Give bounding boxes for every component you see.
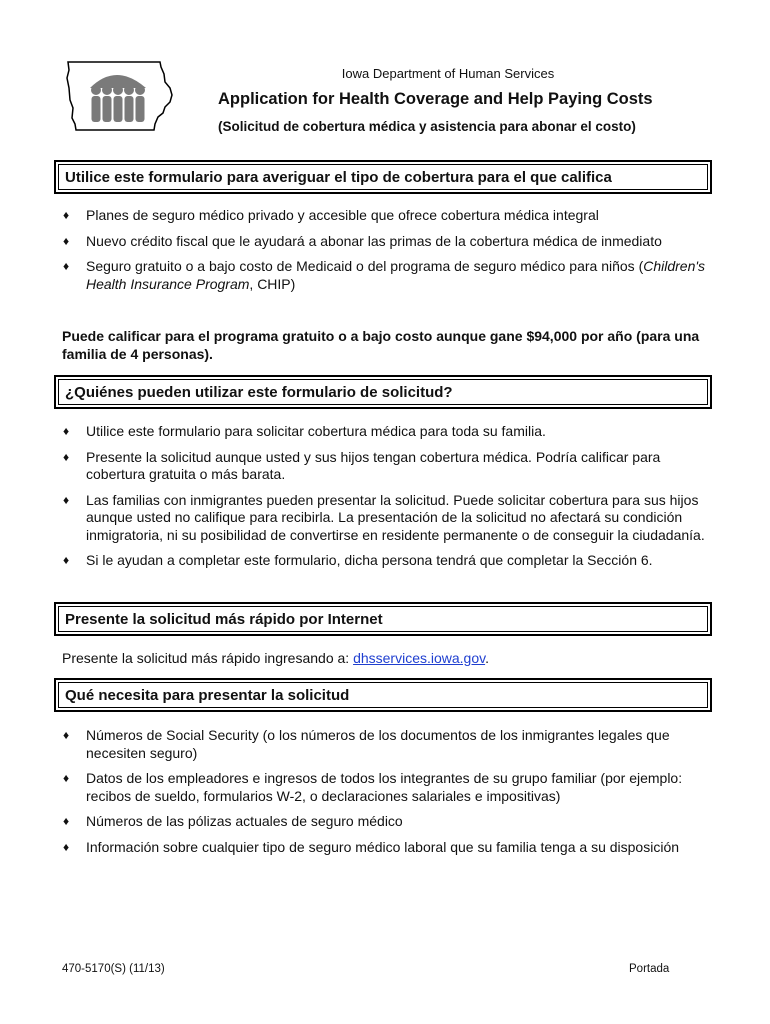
list-item: ♦ Presente la solicitud aunque usted y sus hijos tengan cobertura médica. Podría calificar para cobertura gratuita o más barata. <box>63 448 661 482</box>
diamond-bullet-icon: ♦ <box>63 259 70 273</box>
list-item: ♦ Datos de los empleadores e ingresos de todos los integrantes de su grupo familiar (por ejemplo: recibos de sueldo, formularios W-2, o declaraciones salariales e impositivas) <box>63 770 683 804</box>
diamond-bullet-icon: ♦ <box>63 208 70 222</box>
diamond-bullet-icon: ♦ <box>63 814 70 828</box>
list-item: ♦ Nuevo crédito fiscal que le ayudará a abonar las primas de la cobertura médica de inmediato <box>63 232 662 249</box>
list-item: ♦ Utilice este formulario para solicitar cobertura médica para toda su familia. <box>63 423 546 439</box>
chip-program-name: Children's Health Insurance Program <box>86 258 706 292</box>
diamond-bullet-icon: ♦ <box>63 492 70 507</box>
diamond-bullet-icon: ♦ <box>63 728 70 742</box>
requirements-list <box>62 727 722 864</box>
dhs-services-link[interactable]: dhsservices.iowa.gov <box>353 650 486 666</box>
who-can-apply-list <box>62 423 722 578</box>
diamond-bullet-icon: ♦ <box>63 424 70 438</box>
diamond-bullet-icon: ♦ <box>63 839 70 854</box>
form-number: 470-5170(S) (11/13) <box>62 963 165 975</box>
diamond-bullet-icon: ♦ <box>63 449 70 464</box>
diamond-bullet-icon: ♦ <box>63 553 70 567</box>
document-subtitle: (Solicitud de cobertura médica y asistencia para abonar el costo) <box>218 119 636 134</box>
list-item: ♦ Las familias con inmigrantes pueden presentar la solicitud. Puede solicitar cobertura para sus hijos aunque usted no califique para recibirla. La presentación de la solicitud no afectará su condición inmigratoria, ni su posibilidad de convertirse en residente permanente o de conseguir la ciudadanía. <box>63 491 705 543</box>
document-title: Application for Health Coverage and Help Paying Costs <box>218 90 653 108</box>
apply-online-text: Presente la solicitud más rápido ingresando a: dhsservices.iowa.gov. <box>62 650 489 666</box>
coverage-types-list <box>62 207 722 301</box>
iowa-dhs-logo-icon <box>64 58 204 134</box>
section-heading-box <box>54 160 712 194</box>
section-heading: Qué necesita para presentar la solicitud <box>58 682 708 708</box>
list-item: ♦ Si le ayudan a completar este formulario, dicha persona tendrá que completar la Sección 6. <box>63 552 653 568</box>
section-heading: Utilice este formulario para averiguar el tipo de cobertura para el que califica <box>58 164 708 190</box>
list-item: ♦ Planes de seguro médico privado y accesible que ofrece cobertura médica integral <box>63 207 599 223</box>
list-item: ♦ Seguro gratuito o a bajo costo de Medicaid o del programa de seguro médico para niños (Children's Health Insurance Program, CHIP) <box>63 258 706 292</box>
section-heading-box <box>54 678 712 712</box>
page-label: Portada <box>629 963 670 975</box>
section-heading-box <box>54 602 712 636</box>
agency-name: Iowa Department of Human Services <box>341 66 555 81</box>
section-heading-box <box>54 375 712 409</box>
diamond-bullet-icon: ♦ <box>63 233 70 248</box>
section-heading: ¿Quiénes pueden utilizar este formulario de solicitud? <box>58 379 708 405</box>
list-item: ♦ Números de Social Security (o los números de los documentos de los inmigrantes legales que necesiten seguro) <box>63 727 670 761</box>
list-item: ♦ Información sobre cualquier tipo de seguro médico laboral que su familia tenga a su disposición <box>63 838 680 855</box>
section-heading: Presente la solicitud más rápido por Internet <box>58 606 708 632</box>
list-item: ♦ Números de las pólizas actuales de seguro médico <box>63 813 403 829</box>
diamond-bullet-icon: ♦ <box>63 771 70 785</box>
income-note: Puede calificar para el programa gratuito o a bajo costo aunque gane $94,000 por año (para una familia de 4 personas). <box>62 328 700 362</box>
